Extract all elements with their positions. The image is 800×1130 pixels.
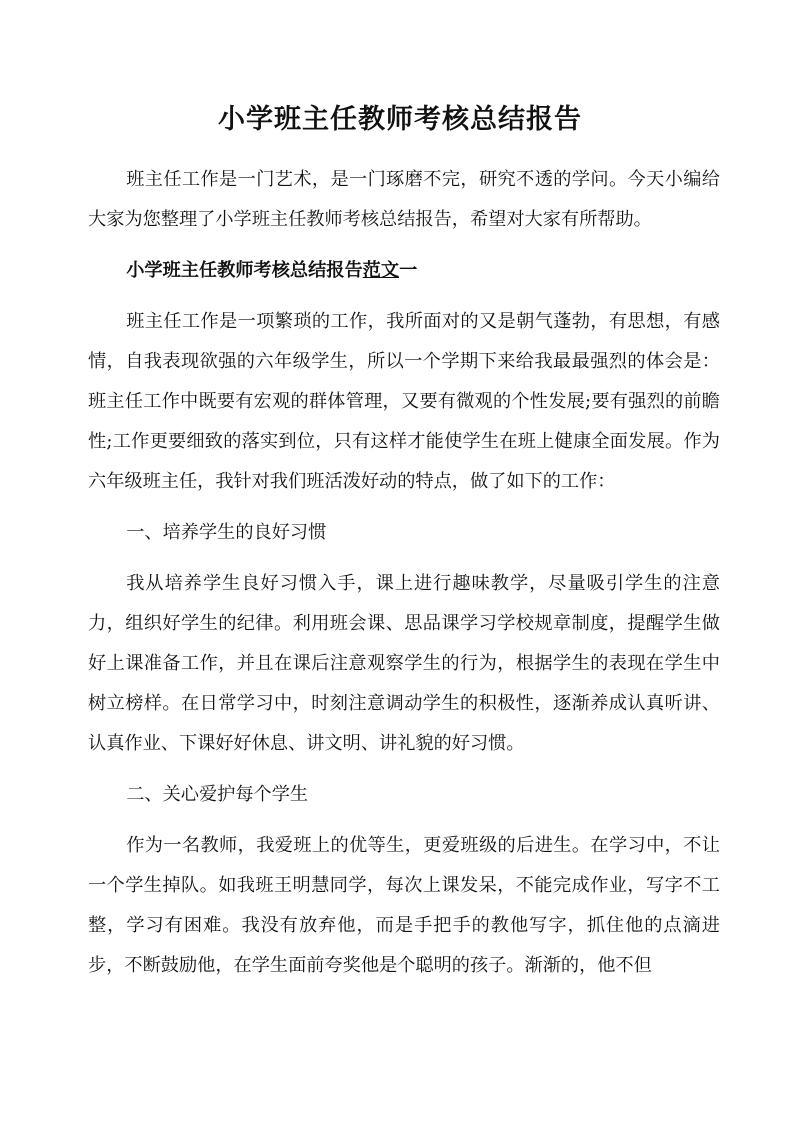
intro-paragraph: 班主任工作是一门艺术，是一门琢磨不完，研究不透的学问。今天小编给大家为您整理了小学班主任教师考核总结报告，希望对大家有所帮助。 [88,169,720,230]
subheading-habits: 一、培养学生的良好习惯 [126,522,327,543]
section-heading-suffix: 一 [399,260,418,281]
document-title: 小学班主任教师考核总结报告 [218,104,582,135]
body-paragraph-3: 作为一名教师，我爱班上的优等生，更爱班级的后进生。在学习中，不让一个学生掉队。如我班王明慧同学，每次上课发呆，不能完成作业，写字不工整，学习有困难。我没有放弃他，而是手把手的教他写字，抓住他的点滴进步，不断鼓励他，在学生面前夸奖他是个聪明的孩子。渐渐的，他不但 [88,835,720,976]
body-paragraph-1: 班主任工作是一项繁琐的工作，我所面对的又是朝气蓬勃，有思想，有感情，自我表现欲强的六年级学生，所以一个学期下来给我最最强烈的体会是：班主任工作中既要有宏观的群体管理，又要有微观的个性发展;要有强烈的前瞻性;工作更要细致的落实到位，只有这样才能使学生在班上健康全面发展。作为六年级班主任，我针对我们班活泼好动的特点，做了如下的工作： [88,311,720,492]
document-body [88,160,720,986]
subheading-care: 二、关心爱护每个学生 [126,784,309,805]
section-heading [88,251,720,291]
section-heading-prefix: 小学班主任教师考核总结报告 [126,260,363,281]
body-paragraph-2: 我从培养学生良好习惯入手，课上进行趣味教学，尽量吸引学生的注意力，组织好学生的纪律。利用班会课、思品课学习学校规章制度，提醒学生做好上课准备工作，并且在课后注意观察学生的行为，根据学生的表现在学生中树立榜样。在日常学习中，时刻注意调动学生的积极性，逐渐养成认真听讲、认真作业、下课好好休息、讲文明、讲礼貌的好习惯。 [88,573,720,754]
fanwen-link[interactable]: 范文 [362,260,400,281]
